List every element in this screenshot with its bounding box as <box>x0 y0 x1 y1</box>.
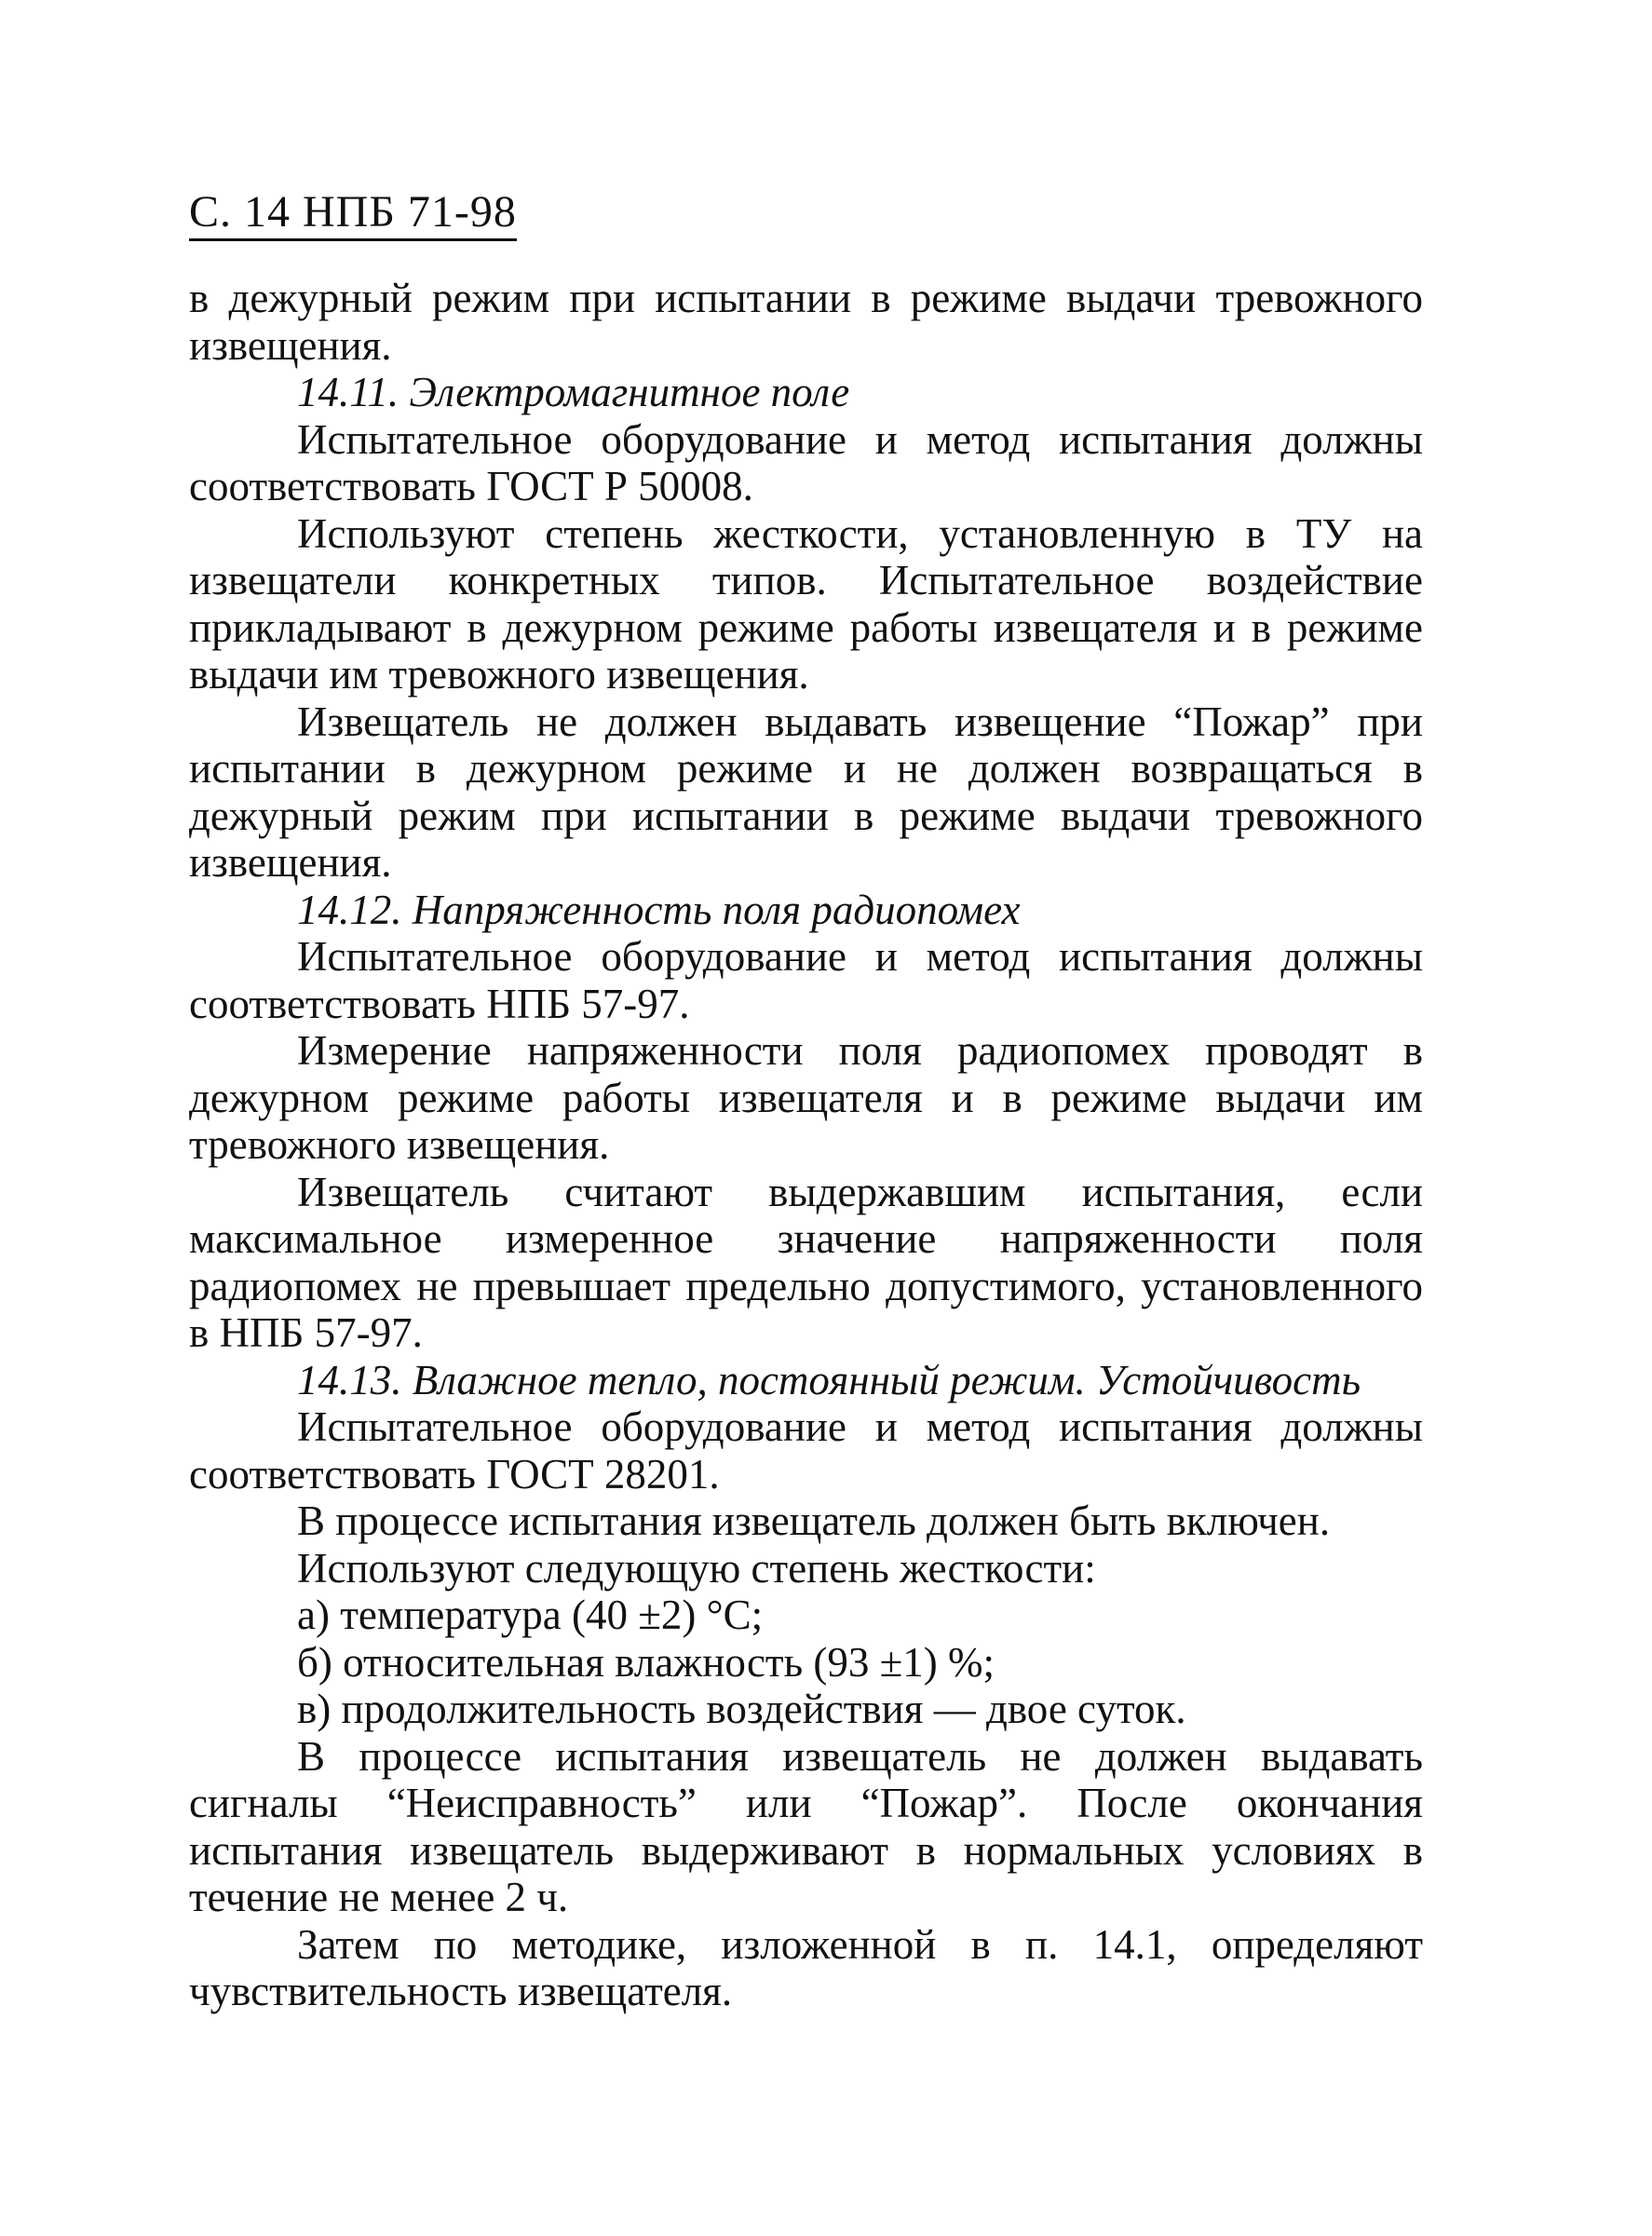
section-title-14-11: 14.11. Электромагнитное поле <box>297 369 850 415</box>
list-item-b: б) относительная влажность (93 ±1) %; <box>297 1638 995 1686</box>
paragraph: В процессе испытания извещатель должен быть включен. <box>297 1497 1331 1544</box>
section-title-14-13: 14.13. Влажное тепло, постоянный режим. Устойчивость <box>297 1356 1361 1403</box>
section-title-14-12: 14.12. Напряженность поля радиопомех <box>297 886 1021 933</box>
paragraph: Затем по методике, изложенной в п. 14.1, определяют чувствительность извещателя. <box>189 1920 1423 2014</box>
paragraph: Испытательное оборудование и метод испытания должны соответствовать НПБ 57-97. <box>189 933 1423 1027</box>
page-header: С. 14 НПБ 71-98 <box>189 186 517 241</box>
paragraph: Извещатель считают выдержавшим испытания, если максимальное измеренное значение напряженности поля радиопомех не превышает предельно допустимого, установленного в НПБ 57-97. <box>189 1168 1423 1356</box>
paragraph: Извещатель не должен выдавать извещение “Пожар” при испытании в дежурном режиме и не должен возвращаться в дежурный режим при испытании в режиме выдачи тревожного извещения. <box>189 698 1423 886</box>
list-item-c: в) продолжительность воздействия — двое суток. <box>297 1686 1186 1732</box>
paragraph: Измерение напряженности поля радиопомех проводят в дежурном режиме работы извещателя и в режиме выдачи им тревожного извещения. <box>189 1027 1423 1168</box>
document-body <box>189 275 1423 2015</box>
list-item-a: а) температура (40 ±2) °С; <box>297 1592 764 1638</box>
paragraph: Испытательное оборудование и метод испытания должны соответствовать ГОСТ 28201. <box>189 1403 1423 1497</box>
paragraph: Используют следующую степень жесткости: <box>297 1544 1096 1592</box>
paragraph: Испытательное оборудование и метод испытания должны соответствовать ГОСТ Р 50008. <box>189 415 1423 509</box>
paragraph: Используют степень жесткости, установленную в ТУ на извещатели конкретных типов. Испытательное воздействие прикладывают в дежурном режиме работы извещателя и в режиме выдачи им тревожного извещения. <box>189 509 1423 698</box>
paragraph: В процессе испытания извещатель не должен выдавать сигналы “Неисправность” или “Пожар”. После окончания испытания извещатель выдерживают в нормальных условиях в течение не менее 2 ч. <box>189 1732 1423 1920</box>
paragraph-continuation: в дежурный режим при испытании в режиме выдачи тревожного извещения. <box>189 275 1423 369</box>
